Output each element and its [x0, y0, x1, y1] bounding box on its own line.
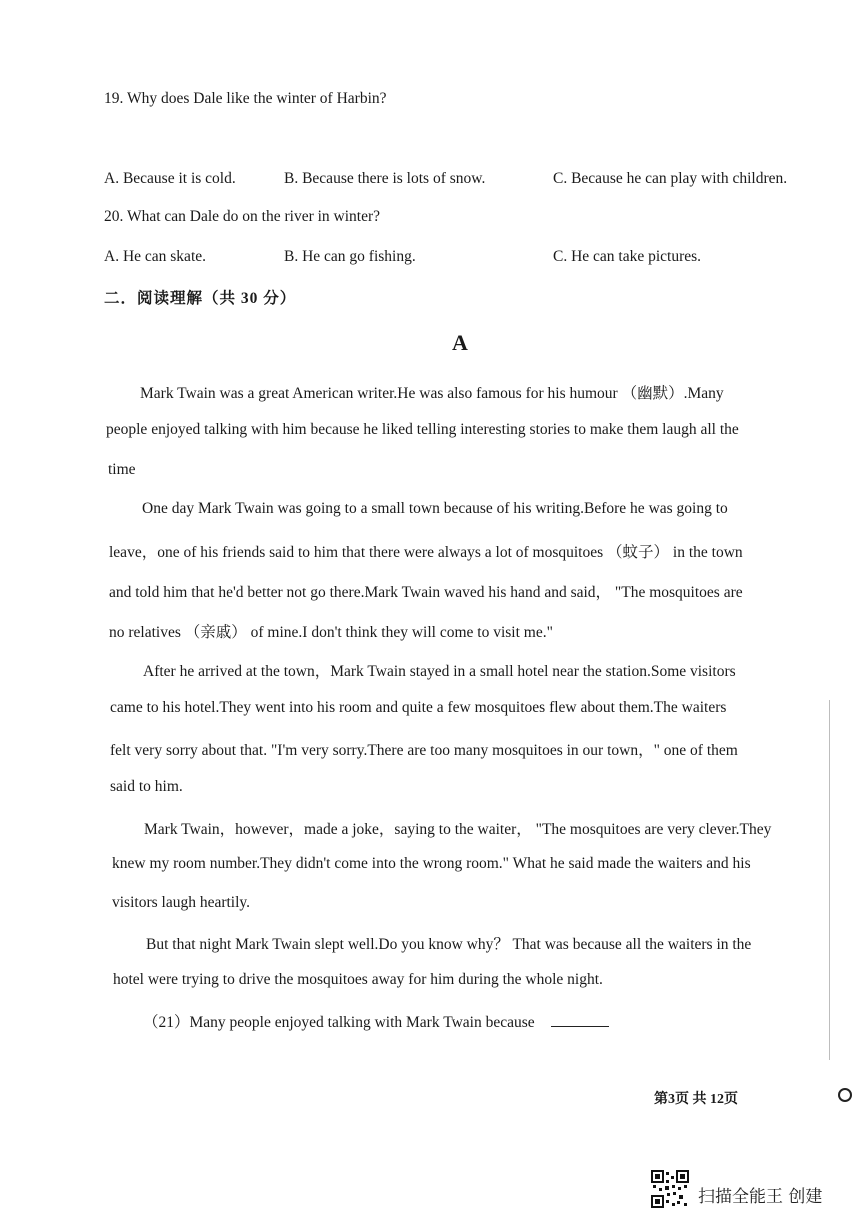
q19-option-c: C. Because he can play with children.: [553, 170, 788, 187]
passage-line: But that night Mark Twain slept well.Do you know why？ That was because all the waiters in the: [146, 936, 752, 953]
section-heading: 二．阅读理解（共 30 分）: [104, 290, 297, 307]
binding-hole-icon: [838, 1088, 852, 1102]
question-19: 19. Why does Dale like the winter of Harbin?: [104, 90, 387, 107]
question-21: [143, 1010, 609, 1032]
passage-line: time: [108, 461, 136, 478]
passage-line: One day Mark Twain was going to a small town because of his writing.Before he was going to: [142, 500, 728, 517]
answer-blank: [551, 1012, 609, 1027]
passage-line: felt very sorry about that. "I'm very sorry.There are too many mosquitoes in our town，" one of them: [110, 742, 738, 759]
scanner-watermark-text: 扫描全能王 创建: [698, 1187, 823, 1207]
passage-line: After he arrived at the town，Mark Twain stayed in a small hotel near the station.Some visitors: [143, 663, 736, 680]
margin-rule: [829, 700, 830, 1060]
passage-line: Mark Twain，however，made a joke，saying to the waiter， "The mosquitoes are very clever.They: [144, 821, 772, 838]
passage-line: no relatives （亲戚） of mine.I don't think they will come to visit me.": [109, 624, 553, 641]
passage-label: A: [452, 330, 468, 355]
passage-line: leave，one of his friends said to him that there were always a lot of mosquitoes （蚊子） in the town: [109, 544, 743, 561]
question-21-text: （21）Many people enjoyed talking with Mark Twain because: [143, 1014, 535, 1031]
passage-line: said to him.: [110, 778, 183, 795]
question-20: 20. What can Dale do on the river in winter?: [104, 208, 381, 225]
passage-line: came to his hotel.They went into his room and quite a few mosquitoes flew about them.The waiters: [110, 699, 727, 716]
q20-option-b: B. He can go fishing.: [284, 248, 416, 265]
passage-line: knew my room number.They didn't come into the wrong room." What he said made the waiters and his: [112, 855, 751, 872]
passage-line: people enjoyed talking with him because he liked telling interesting stories to make them laugh all the: [106, 421, 739, 438]
passage-line: Mark Twain was a great American writer.He was also famous for his humour （幽默）.Many: [140, 385, 724, 402]
page-number: 第3页 共 12页: [654, 1092, 738, 1107]
passage-line: hotel were trying to drive the mosquitoes away for him during the whole night.: [113, 971, 603, 988]
q19-option-b: B. Because there is lots of snow.: [284, 170, 486, 187]
qr-code-icon: [651, 1170, 689, 1208]
passage-line: visitors laugh heartily.: [112, 894, 251, 911]
q20-option-c: C. He can take pictures.: [553, 248, 702, 265]
q20-option-a: A. He can skate.: [104, 248, 206, 265]
passage-line: and told him that he'd better not go there.Mark Twain waved his hand and said， "The mosquitoes are: [109, 584, 743, 601]
q19-option-a: A. Because it is cold.: [104, 170, 236, 187]
